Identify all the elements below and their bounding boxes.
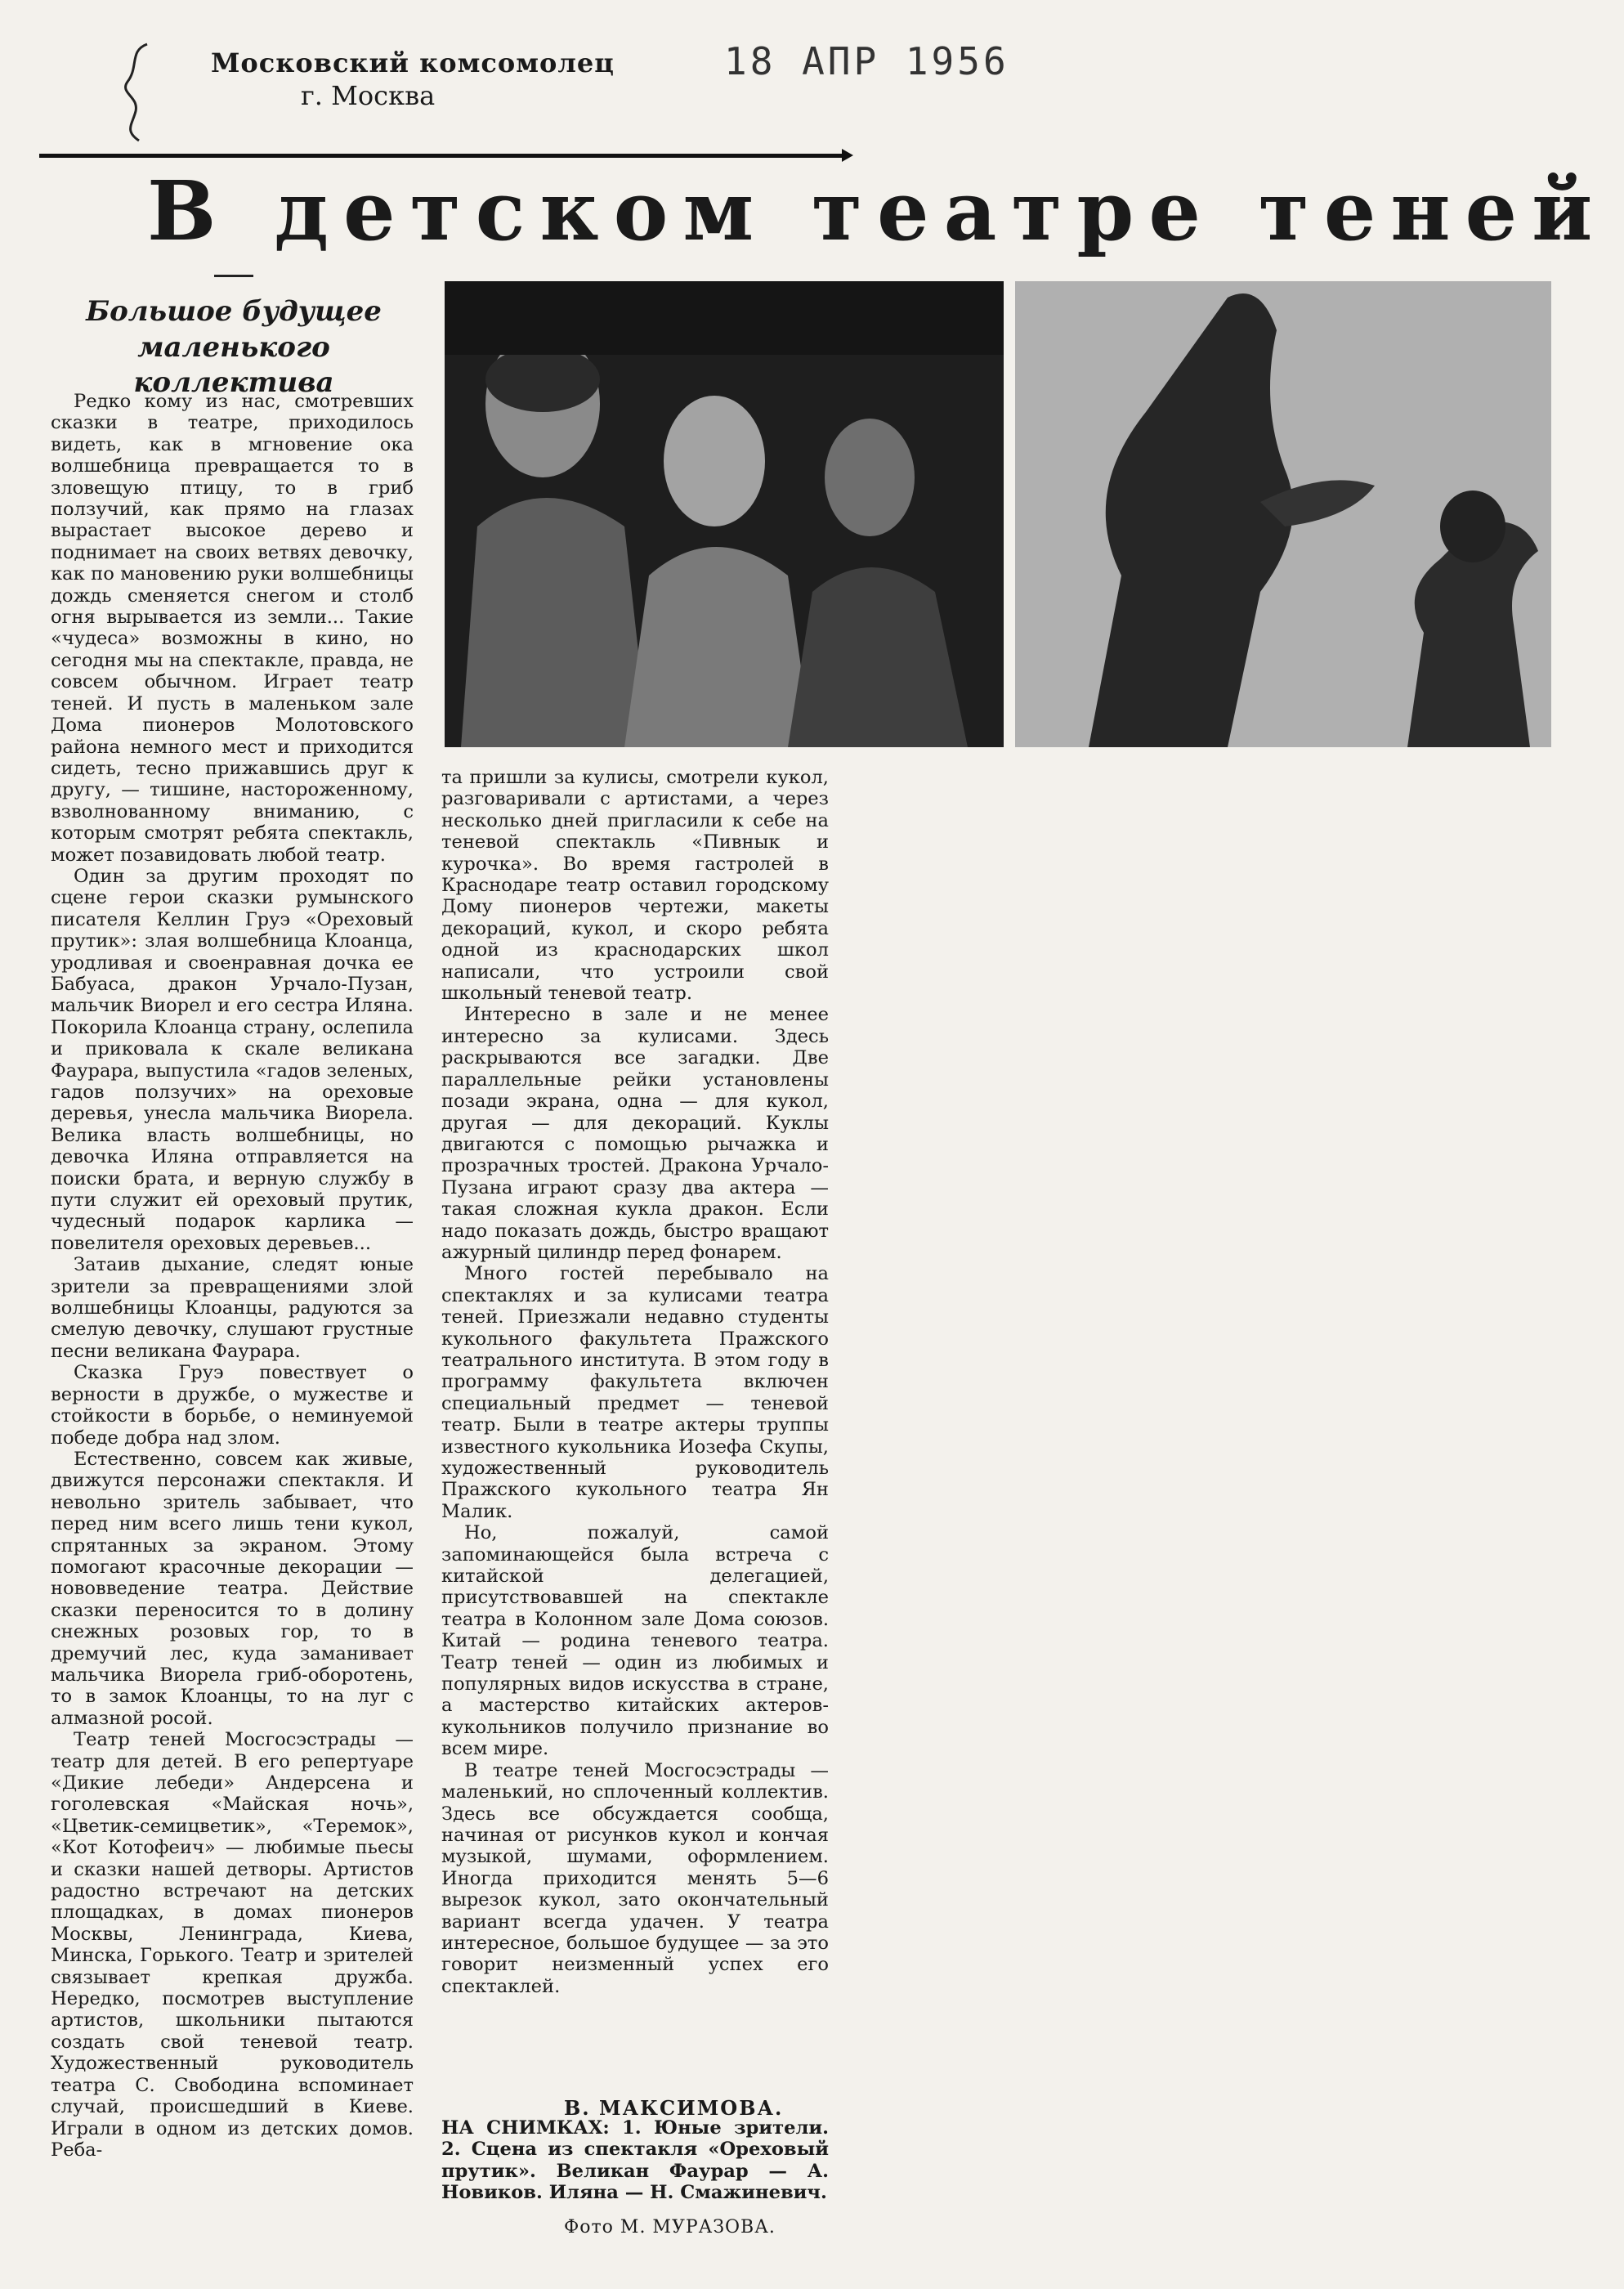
subhead-divider: [214, 275, 253, 277]
article-headline: В детском театре теней: [147, 163, 1608, 259]
date-stamp: 18 АПР 1956: [724, 39, 1009, 83]
paragraph: Много гостей перебывало на спектаклях и за кулисами театра теней. Приезжали недавно студенты кукольного факультета Пражского театрального института. В этом году в программу факультета включен специальный предмет — теневой театр. Были в театре актеры труппы известного кукольника Иозефа Скупы, художественный руководитель Пражского кукольного театра Ян Малик.: [441, 1263, 829, 1522]
article-column-1: [51, 391, 414, 2161]
paragraph: Театр теней Мосгосэстрады — театр для детей. В его репертуаре «Дикие лебеди» Андерсена и гоголевская «Майская ночь», «Цветик-семицветик», «Теремок», «Кот Котофеич» — любимые пьесы и сказки нашей детворы. Артистов радостно встречают на детских площадках, в домах пионеров Москвы, Ленинграда, Киева, Минска, Горького. Театр и зрителей связывает крепкая дружба. Нередко, посмотрев выступление артистов, школьники пытаются создать свой теневой театр. Художественный руководитель театра С. Свободина вспоминает случай, происшедший в Киеве. Играли в одном из детских домов. Реба-: [51, 1729, 414, 2161]
paragraph: В театре теней Мосгосэстрады — маленький, но сплоченный коллектив. Здесь все обсуждается сообща, начиная от рисунков кукол и кончая музыкой, шумами, оформлением. Иногда приходится менять 5—6 вырезок кукол, зато окончательный вариант всегда удачен. У театра интересное, большое будущее — за это говорит неизменный успех его спектаклей.: [441, 1759, 829, 1997]
paragraph: Один за другим проходят по сцене герои сказки румынского писателя Келлин Груэ «Ореховый прутик»: злая волшебница Клоанца, уродливая и своенравная дочка ее Бабуаса, дракон Урчало-Пузан, мальчик Виорел и его сестра Иляна. Покорила Клоанца страну, ослепила и приковала к скале великана Фаурара, выпустила «гадов зеленых, гадов ползучих» на ореховые деревья, унесла мальчика Виорела. Велика власть волшебницы, но девочка Иляна отправляется на поиски брата, и верную службу в пути служит ей ореховый прутик, чудесный подарок карлика — повелителя ореховых деревьев...: [51, 865, 414, 1254]
newspaper-city: г. Москва: [301, 80, 436, 111]
photo-caption: НА СНИМКАХ: 1. Юные зрители. 2. Сцена из спектакля «Ореховый прутик». Великан Фаурар — А. Новиков. Иляна — Н. Смажиневич.: [441, 2117, 829, 2204]
paragraph-continued: та пришли за кулисы, смотрели кукол, разговаривали с артистами, а через несколько дней пригласили к себе на теневой спектакль «Пивнык и курочка». Во время гастролей в Краснодаре театр оставил городскому Дому пионеров чертежи, макеты декораций, кукол, и скоро ребята одной из краснодарских школ написали, что устроили свой школьный теневой театр.: [441, 767, 829, 1005]
newspaper-name: Московский комсомолец: [211, 47, 615, 78]
article-author: В. МАКСИМОВА.: [564, 2096, 784, 2120]
header-rule-tip: [842, 149, 853, 162]
handwritten-mark: [114, 39, 163, 146]
photo-shadow-scene: [1015, 281, 1551, 747]
header-rule: [39, 154, 848, 158]
article-subheadline: Большое будущее маленького коллектива: [86, 295, 382, 400]
paragraph: Сказка Груэ повествует о верности в дружбе, о мужестве и стойкости в борьбе, о неминуемой победе добра над злом.: [51, 1362, 414, 1449]
paragraph: Естественно, совсем как живые, движутся персонажи спектакля. И невольно зритель забывает, что перед ним всего лишь тени кукол, спрятанных за экраном. Этому помогают красочные декорации — нововведение театра. Действие сказки переносится то в долину снежных розовых гор, то в дремучий лес, куда заманивает мальчика Виорела гриб-оборотень, то в замок Клоанцы, то на луг с алмазной росой.: [51, 1448, 414, 1729]
photo-young-spectators: [445, 281, 1004, 747]
paragraph: Редко кому из нас, смотревших сказки в театре, приходилось видеть, как в мгновение ока волшебница превращается то в зловещую птицу, то в гриб ползучий, как прямо на глазах вырастает высокое дерево и поднимает на своих ветвях девочку, как по мановению руки волшебницы дождь сменяется снегом и столб огня вырывается из земли... Такие «чудеса» возможны в кино, но сегодня мы на спектакле, правда, не совсем обычном. Играет театр теней. И пусть в маленьком зале Дома пионеров Молотовского района немного мест и приходится сидеть, тесно прижавшись друг к другу, — тишине, настороженному, взволнованному вниманию, с которым смотрят ребята спектакль, может позавидовать любой театр.: [51, 391, 414, 866]
paragraph: Затаив дыхание, следят юные зрители за превращениями злой волшебницы Клоанцы, радуются за смелую девочку, слушают грустные песни великана Фаурара.: [51, 1254, 414, 1362]
photo-credit: Фото М. МУРАЗОВА.: [564, 2217, 776, 2237]
paragraph: Но, пожалуй, самой запоминающейся была встреча с китайской делегацией, присутствовавшей на спектакле театра в Колонном зале Дома союзов. Китай — родина теневого театра. Театр теней — один из любимых и популярных видов искусства в стране, а мастерство китайских актеров-кукольников получило признание во всем мире.: [441, 1522, 829, 1760]
paragraph: Интересно в зале и не менее интересно за кулисами. Здесь раскрываются все загадки. Две параллельные рейки установлены позади экрана, одна — для кукол, другая — для декораций. Куклы двигаются с помощью рычажка и прозрачных тростей. Дракона Урчало-Пузана играют сразу два актера — такая сложная кукла дракон. Если надо показать дождь, быстро вращают ажурный цилиндр перед фонарем.: [441, 1004, 829, 1263]
article-column-2: [441, 767, 829, 1997]
